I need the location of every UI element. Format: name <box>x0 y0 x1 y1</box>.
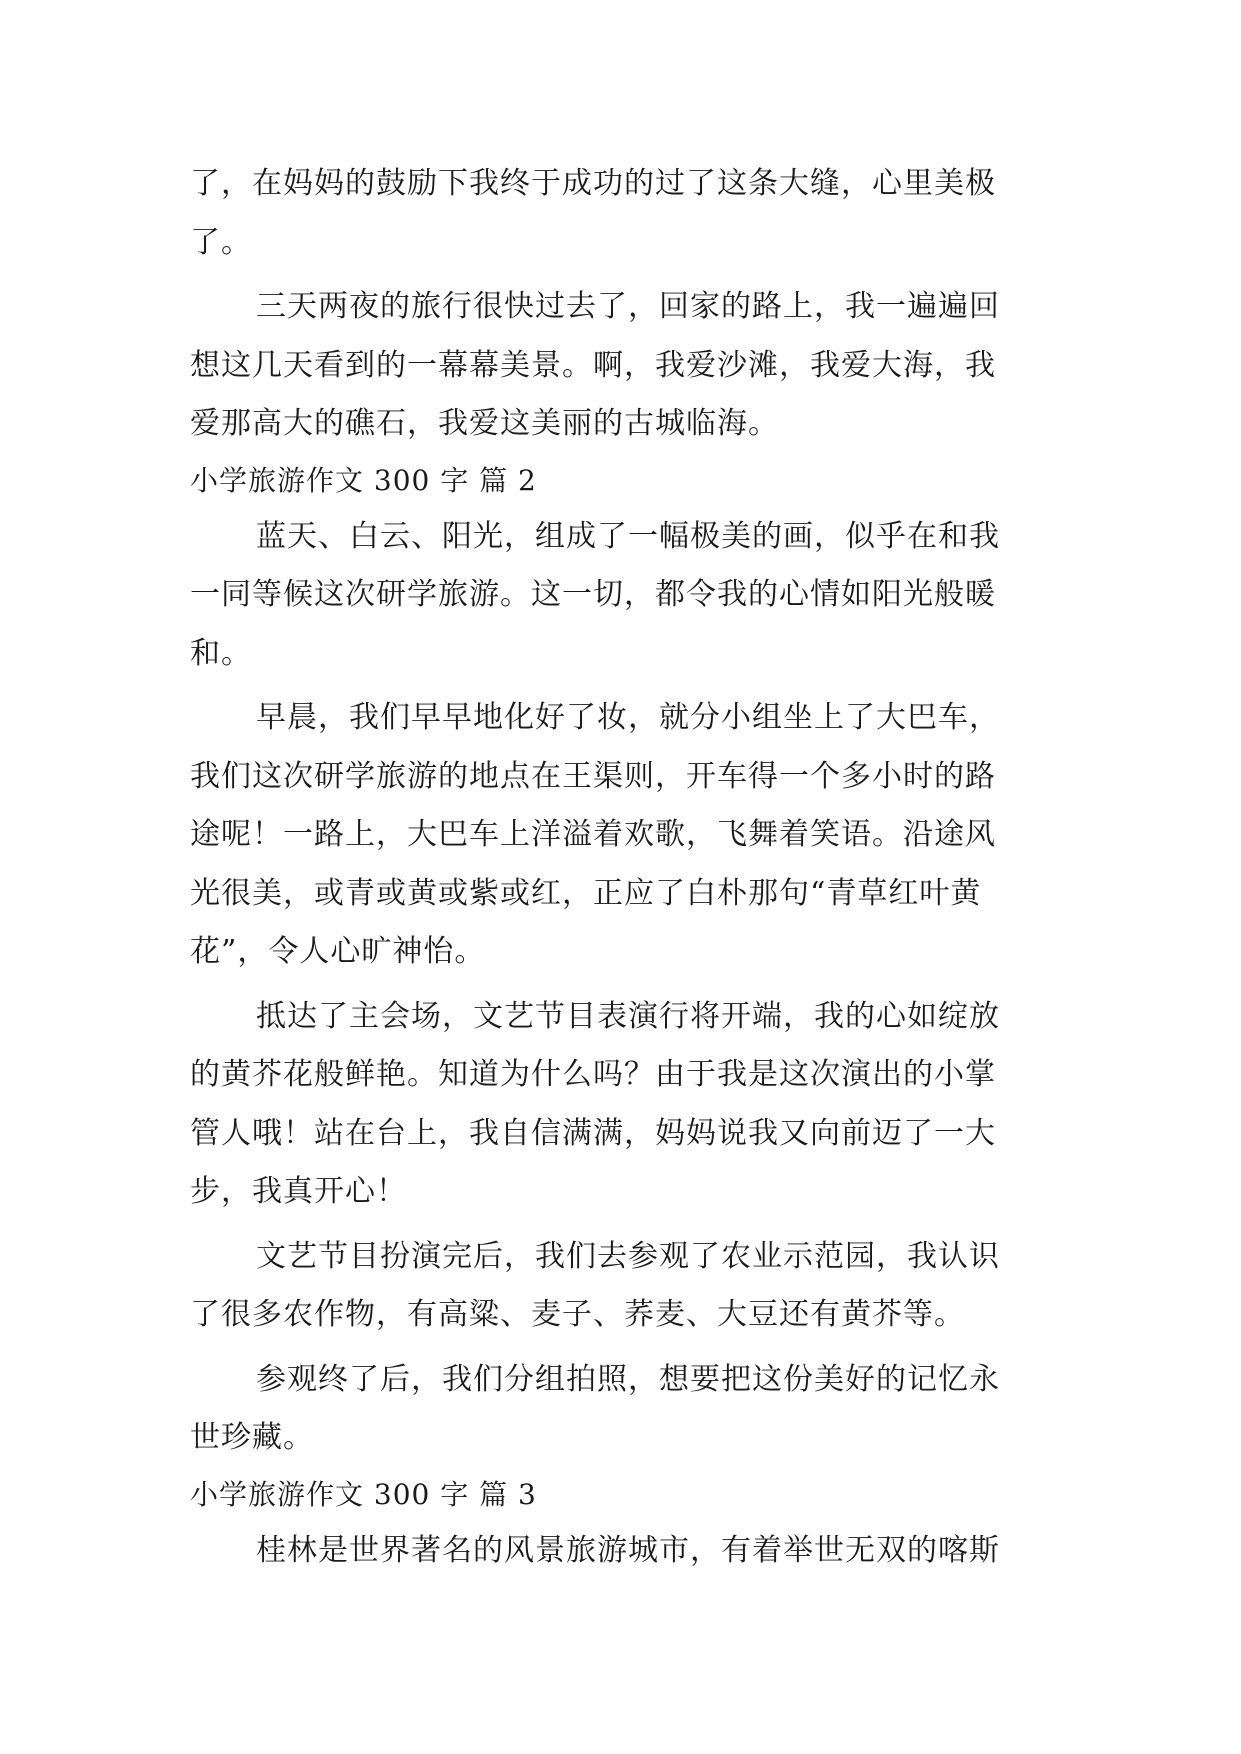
text-line: 步，我真开心！ <box>190 1174 407 1209</box>
text-line: 桂林是世界著名的风景旅游城市，有着举世无双的喀斯 <box>256 1532 1000 1568</box>
paragraph <box>190 278 1050 454</box>
text-line: 世珍藏。 <box>190 1420 314 1455</box>
text-line: 花”，令人心旷神怡。 <box>190 934 486 969</box>
text-line: 光很美，或青或黄或紫或红，正应了白朴那句“青草红叶黄 <box>190 875 982 911</box>
text-line: 了很多农作物，有高粱、麦子、荞麦、大豆还有黄芥等。 <box>190 1297 965 1332</box>
text-line: 途呢！一路上，大巴车上洋溢着欢歌，飞舞着笑语。沿途风 <box>190 817 996 852</box>
text-line: 文艺节目扮演完后，我们去参观了农业示范园，我认识 <box>256 1238 1000 1274</box>
text-line: 我们这次研学旅游的地点在王渠则，开车得一个多小时的路 <box>190 758 996 794</box>
text-line: 了，在妈妈的鼓励下我终于成功的过了这条大缝，心里美极 <box>190 166 996 201</box>
text-line: 爱那高大的礁石，我爱这美丽的古城临海。 <box>190 406 779 441</box>
text-line: 和。 <box>190 635 252 671</box>
text-line: 想这几天看到的一幕幕美景。啊，我爱沙滩，我爱大海，我 <box>190 347 996 383</box>
text-line: 参观终了后，我们分组拍照，想要把这份美好的记忆永 <box>256 1361 1000 1397</box>
paragraph <box>190 1522 1050 1581</box>
text-line: 蓝天、白云、阳光，组成了一幅极美的画，似乎在和我 <box>256 518 1000 554</box>
text-line: 抵达了主会场，文艺节目表演行将开端，我的心如绽放 <box>256 998 1000 1034</box>
section-heading: 小学旅游作文 300 字 篇 3 <box>190 1477 537 1511</box>
text-line: 管人哦！站在台上，我自信满满，妈妈说我又向前迈了一大 <box>190 1115 996 1151</box>
text-line: 三天两夜的旅行很快过去了，回家的路上，我一遍遍回 <box>256 289 1000 324</box>
paragraph <box>190 1228 1050 1345</box>
paragraph <box>190 1351 1050 1468</box>
paragraph <box>190 508 1050 684</box>
paragraph <box>190 155 1050 272</box>
section-heading: 小学旅游作文 300 字 篇 2 <box>190 463 537 497</box>
text-line: 一同等候这次研学旅游。这一切，都令我的心情如阳光般暖 <box>190 577 996 612</box>
text-line: 的黄芥花般鲜艳。知道为什么吗？由于我是这次演出的小掌 <box>190 1057 996 1092</box>
document-page <box>190 155 1050 1580</box>
paragraph <box>190 988 1050 1222</box>
text-line: 了。 <box>190 224 252 260</box>
text-line: 早晨，我们早早地化好了妆，就分小组坐上了大巴车， <box>256 700 1000 735</box>
paragraph <box>190 689 1050 982</box>
